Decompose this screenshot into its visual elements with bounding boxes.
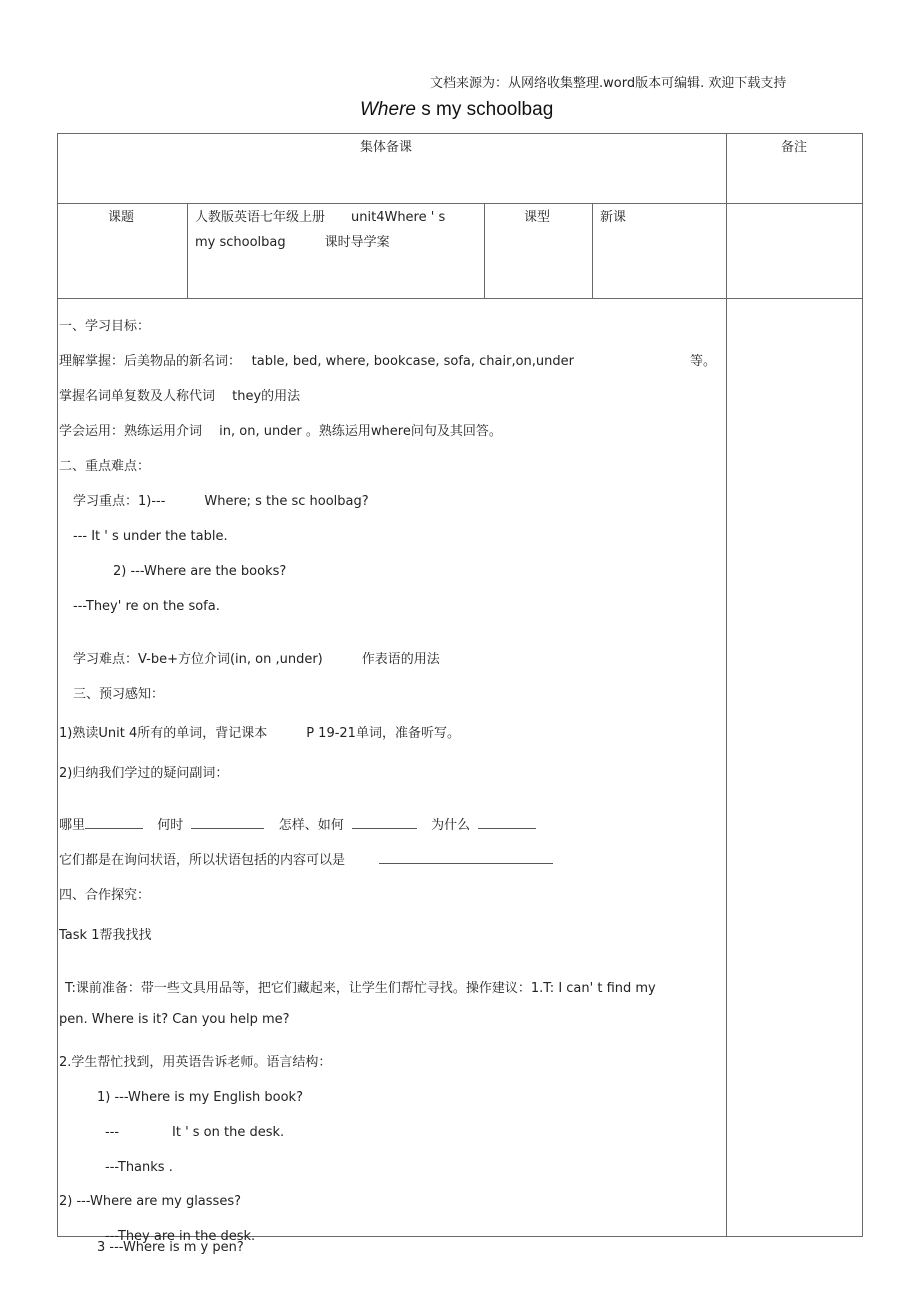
task-1-title: Task 1帮我找找 [59, 928, 152, 943]
section-learning-goals: 一、学习目标： [59, 319, 151, 334]
key-point-1-answer: --- It ' s under the table. [73, 529, 228, 544]
dialogue-1-answer: It ' s on the desk. [172, 1125, 285, 1140]
task-1-instructions-line-2: pen. Where is it? Can you help me? [59, 1012, 290, 1027]
topic-label: 课题 [108, 210, 135, 225]
difficult-point: 学习难点：V-be+方位介词(in, on ,under) 作表语的用法 [73, 652, 440, 667]
goal-master: 掌握名词单复数及人称代词 they的用法 [59, 389, 301, 404]
goal-understand: 理解掌握：后美物品的新名词： table, bed, where, bookcase, sofa, chair,on,under [59, 354, 574, 369]
dialogue-1-question: 1) ---Where is my English book? [97, 1090, 303, 1105]
lesson-type-label: 课型 [524, 210, 551, 225]
table-border-right [862, 133, 863, 1237]
how-blank[interactable] [352, 816, 417, 829]
dialogue-3-question: 3 ---Where is m y pen? [97, 1240, 244, 1255]
lesson-type-value: 新课 [600, 210, 627, 225]
table-border-top [57, 133, 863, 134]
preview-item-1: 1)熟读Unit 4所有的单词，背记课本 P 19-21单词，准备听写。 [59, 726, 460, 741]
table-row-divider-1 [57, 203, 863, 204]
dialogue-1-dash: --- [105, 1125, 120, 1140]
document-title [360, 99, 553, 121]
section-preview: 三、预习感知： [73, 687, 165, 702]
section-cooperation: 四、合作探究： [59, 888, 151, 903]
topic-line-1: 人教版英语七年级上册 unit4Where ' s [195, 210, 446, 225]
how-label: 怎样、如何 [278, 818, 344, 833]
key-point-2-answer: ---They' re on the sofa. [73, 599, 220, 614]
adverbial-content-line [59, 849, 553, 868]
task-1-instructions-line-1: T:课前准备：带一些文具用品等，把它们藏起来，让学生们帮忙寻找。操作建议：1.T: I can' t find my [65, 981, 656, 996]
dialogue-2-question: 2) ---Where are my glasses? [59, 1194, 241, 1209]
where-label: 哪里 [59, 818, 86, 833]
where-blank[interactable] [85, 816, 143, 829]
title-italic-part: Where [360, 99, 416, 120]
header-note: 文档来源为：从网络收集整理.word版本可编辑. 欢迎下载支持 [430, 76, 787, 91]
goal-apply: 学会运用：熟练运用介词 in, on, under 。熟练运用where问句及其回答。 [59, 424, 502, 439]
adverbial-content-blank[interactable] [379, 851, 553, 864]
remarks-heading: 备注 [781, 140, 808, 155]
task-1-step-2: 2.学生帮忙找到，用英语告诉老师。语言结构： [59, 1055, 332, 1070]
remarks-column-divider [726, 133, 727, 1237]
section-key-points: 二、重点难点： [59, 459, 151, 474]
table-border-left [57, 133, 58, 1237]
title-rest: s my schoolbag [415, 99, 554, 120]
topic-divider-2 [484, 203, 485, 298]
preview-item-2: 2)归纳我们学过的疑问副词： [59, 766, 229, 781]
question-word-fill-row [59, 814, 536, 833]
adverbial-content-label: 它们都是在询问状语，所以状语包括的内容可以是 [59, 853, 346, 868]
goal-understand-etc: 等。 [690, 354, 717, 369]
why-blank[interactable] [478, 816, 536, 829]
key-point-1: 学习重点：1)--- Where; s the sc hoolbag? [73, 494, 369, 509]
key-point-2: 2) ---Where are the books? [113, 564, 287, 579]
when-label: 何时 [157, 818, 184, 833]
when-blank[interactable] [191, 816, 264, 829]
table-row-divider-2 [57, 298, 863, 299]
topic-divider-1 [187, 203, 188, 298]
why-label: 为什么 [431, 818, 471, 833]
dialogue-1-thanks: ---Thanks . [105, 1160, 173, 1175]
topic-line-2: my schoolbag 课时导学案 [195, 235, 390, 250]
topic-divider-3 [592, 203, 593, 298]
collective-prep-heading: 集体备课 [360, 140, 413, 155]
dialogue-2-answer: ---They are in the desk. [105, 1229, 256, 1244]
